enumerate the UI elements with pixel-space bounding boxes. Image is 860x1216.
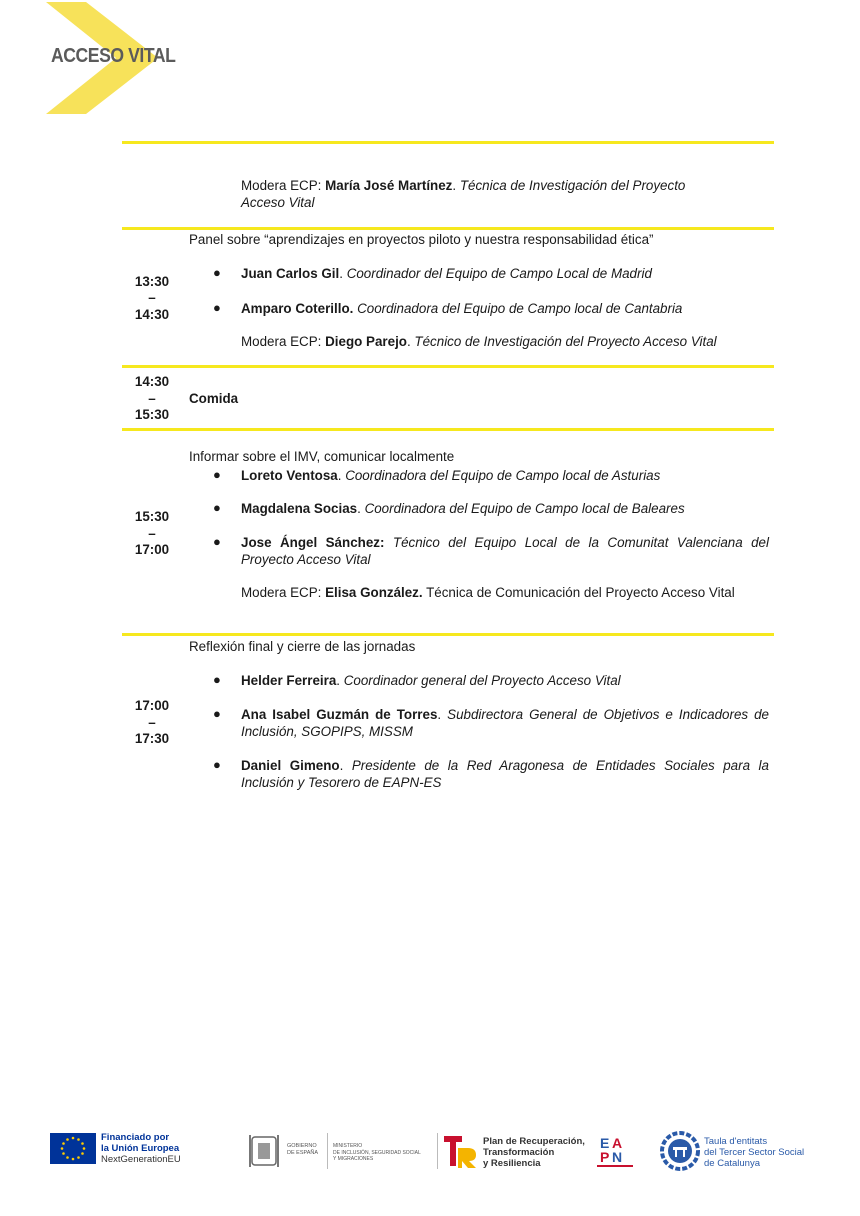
time-start: 17:00: [134, 698, 170, 713]
bullet-icon: ●: [213, 672, 221, 687]
moderator-line: Modera ECP: Diego Parejo. Técnico de Investigación del Proyecto Acceso Vital: [241, 334, 717, 349]
ministry-label: MINISTERIO DE INCLUSIÓN, SEGURIDAD SOCIAL Y MIGRACIONES: [333, 1143, 421, 1162]
time-end: 14:30: [134, 307, 170, 322]
section-title: Panel sobre “aprendizajes en proyectos piloto y nuestra responsabilidad ética”: [189, 232, 654, 247]
taula-label: Taula d'entitats del Tercer Sector Social de Catalunya: [704, 1136, 805, 1169]
speaker-item: Juan Carlos Gil. Coordinador del Equipo de Campo Local de Madrid: [241, 266, 652, 281]
eu-label: Financiado por la Unión Europea NextGenerationEU: [101, 1132, 181, 1165]
speaker-item: Loreto Ventosa. Coordinadora del Equipo de Campo local de Asturias: [241, 468, 661, 483]
footer-logos: [0, 1128, 860, 1178]
footer-divider: [327, 1133, 328, 1169]
time-dash: –: [148, 715, 156, 730]
logo-text: ACCESO VITAL: [51, 45, 176, 67]
speaker-item: Amparo Coterillo. Coordinadora del Equipo de Campo local de Cantabria: [241, 301, 683, 316]
gov-label: GOBIERNO DE ESPAÑA: [287, 1143, 319, 1156]
eu-flag-icon: [50, 1133, 96, 1164]
divider: [122, 365, 774, 368]
footer-divider: [437, 1133, 438, 1169]
divider: [122, 141, 774, 144]
divider: [122, 227, 774, 230]
svg-text:P: P: [600, 1149, 610, 1165]
speaker-item: Ana Isabel Guzmán de Torres. Subdirectora General de Objetivos e Indicadores de Inclusión, SGOPIPS, MISSM: [241, 707, 769, 739]
speaker-item: Helder Ferreira. Coordinador general del Proyecto Acceso Vital: [241, 673, 621, 688]
divider: [122, 633, 774, 636]
prtr-label: Plan de Recuperación, Transformación y Resiliencia: [483, 1136, 585, 1169]
svg-text:E: E: [600, 1135, 610, 1151]
svg-text:N: N: [612, 1149, 623, 1165]
time-start: 14:30: [134, 374, 170, 389]
time-end: 15:30: [134, 407, 170, 422]
bullet-icon: ●: [213, 706, 221, 721]
prtr-logo-icon: [444, 1134, 478, 1168]
moderator-line: Modera ECP: María José Martínez. Técnica de Investigación del Proyecto: [241, 178, 686, 193]
speaker-item: Daniel Gimeno. Presidente de la Red Aragonesa de Entidades Sociales para la Inclusión y Tesorero de EAPN-ES: [241, 758, 769, 790]
spain-coat-of-arms-icon: [248, 1133, 280, 1169]
eapn-logo-icon: [595, 1133, 635, 1169]
divider: [122, 428, 774, 431]
bullet-icon: ●: [213, 500, 221, 515]
time-dash: –: [148, 290, 156, 305]
section-title: Informar sobre el IMV, comunicar localmente: [189, 449, 455, 464]
section-title: Comida: [189, 391, 239, 406]
time-dash: –: [148, 391, 156, 406]
moderator-name: María José Martínez: [325, 178, 453, 193]
bullet-icon: ●: [213, 467, 221, 482]
time-start: 15:30: [134, 509, 170, 524]
bullet-icon: ●: [213, 265, 221, 280]
svg-text:A: A: [612, 1135, 623, 1151]
moderator-line: Acceso Vital: [241, 195, 315, 210]
speaker-item: Jose Ángel Sánchez: Técnico del Equipo Local de la Comunitat Valenciana del Proyecto Acceso Vital: [241, 535, 769, 567]
speaker-item: Magdalena Socias. Coordinadora del Equipo de Campo local de Baleares: [241, 501, 685, 516]
time-end: 17:00: [134, 542, 170, 557]
taula-logo-icon: [660, 1131, 700, 1171]
bullet-icon: ●: [213, 534, 221, 549]
time-start: 13:30: [134, 274, 170, 289]
bullet-icon: ●: [213, 757, 221, 772]
section-title: Reflexión final y cierre de las jornadas: [189, 639, 416, 654]
time-end: 17:30: [134, 731, 170, 746]
time-dash: –: [148, 526, 156, 541]
moderator-line: Modera ECP: Elisa González. Técnica de Comunicación del Proyecto Acceso Vital: [241, 585, 735, 600]
bullet-icon: ●: [213, 300, 221, 315]
